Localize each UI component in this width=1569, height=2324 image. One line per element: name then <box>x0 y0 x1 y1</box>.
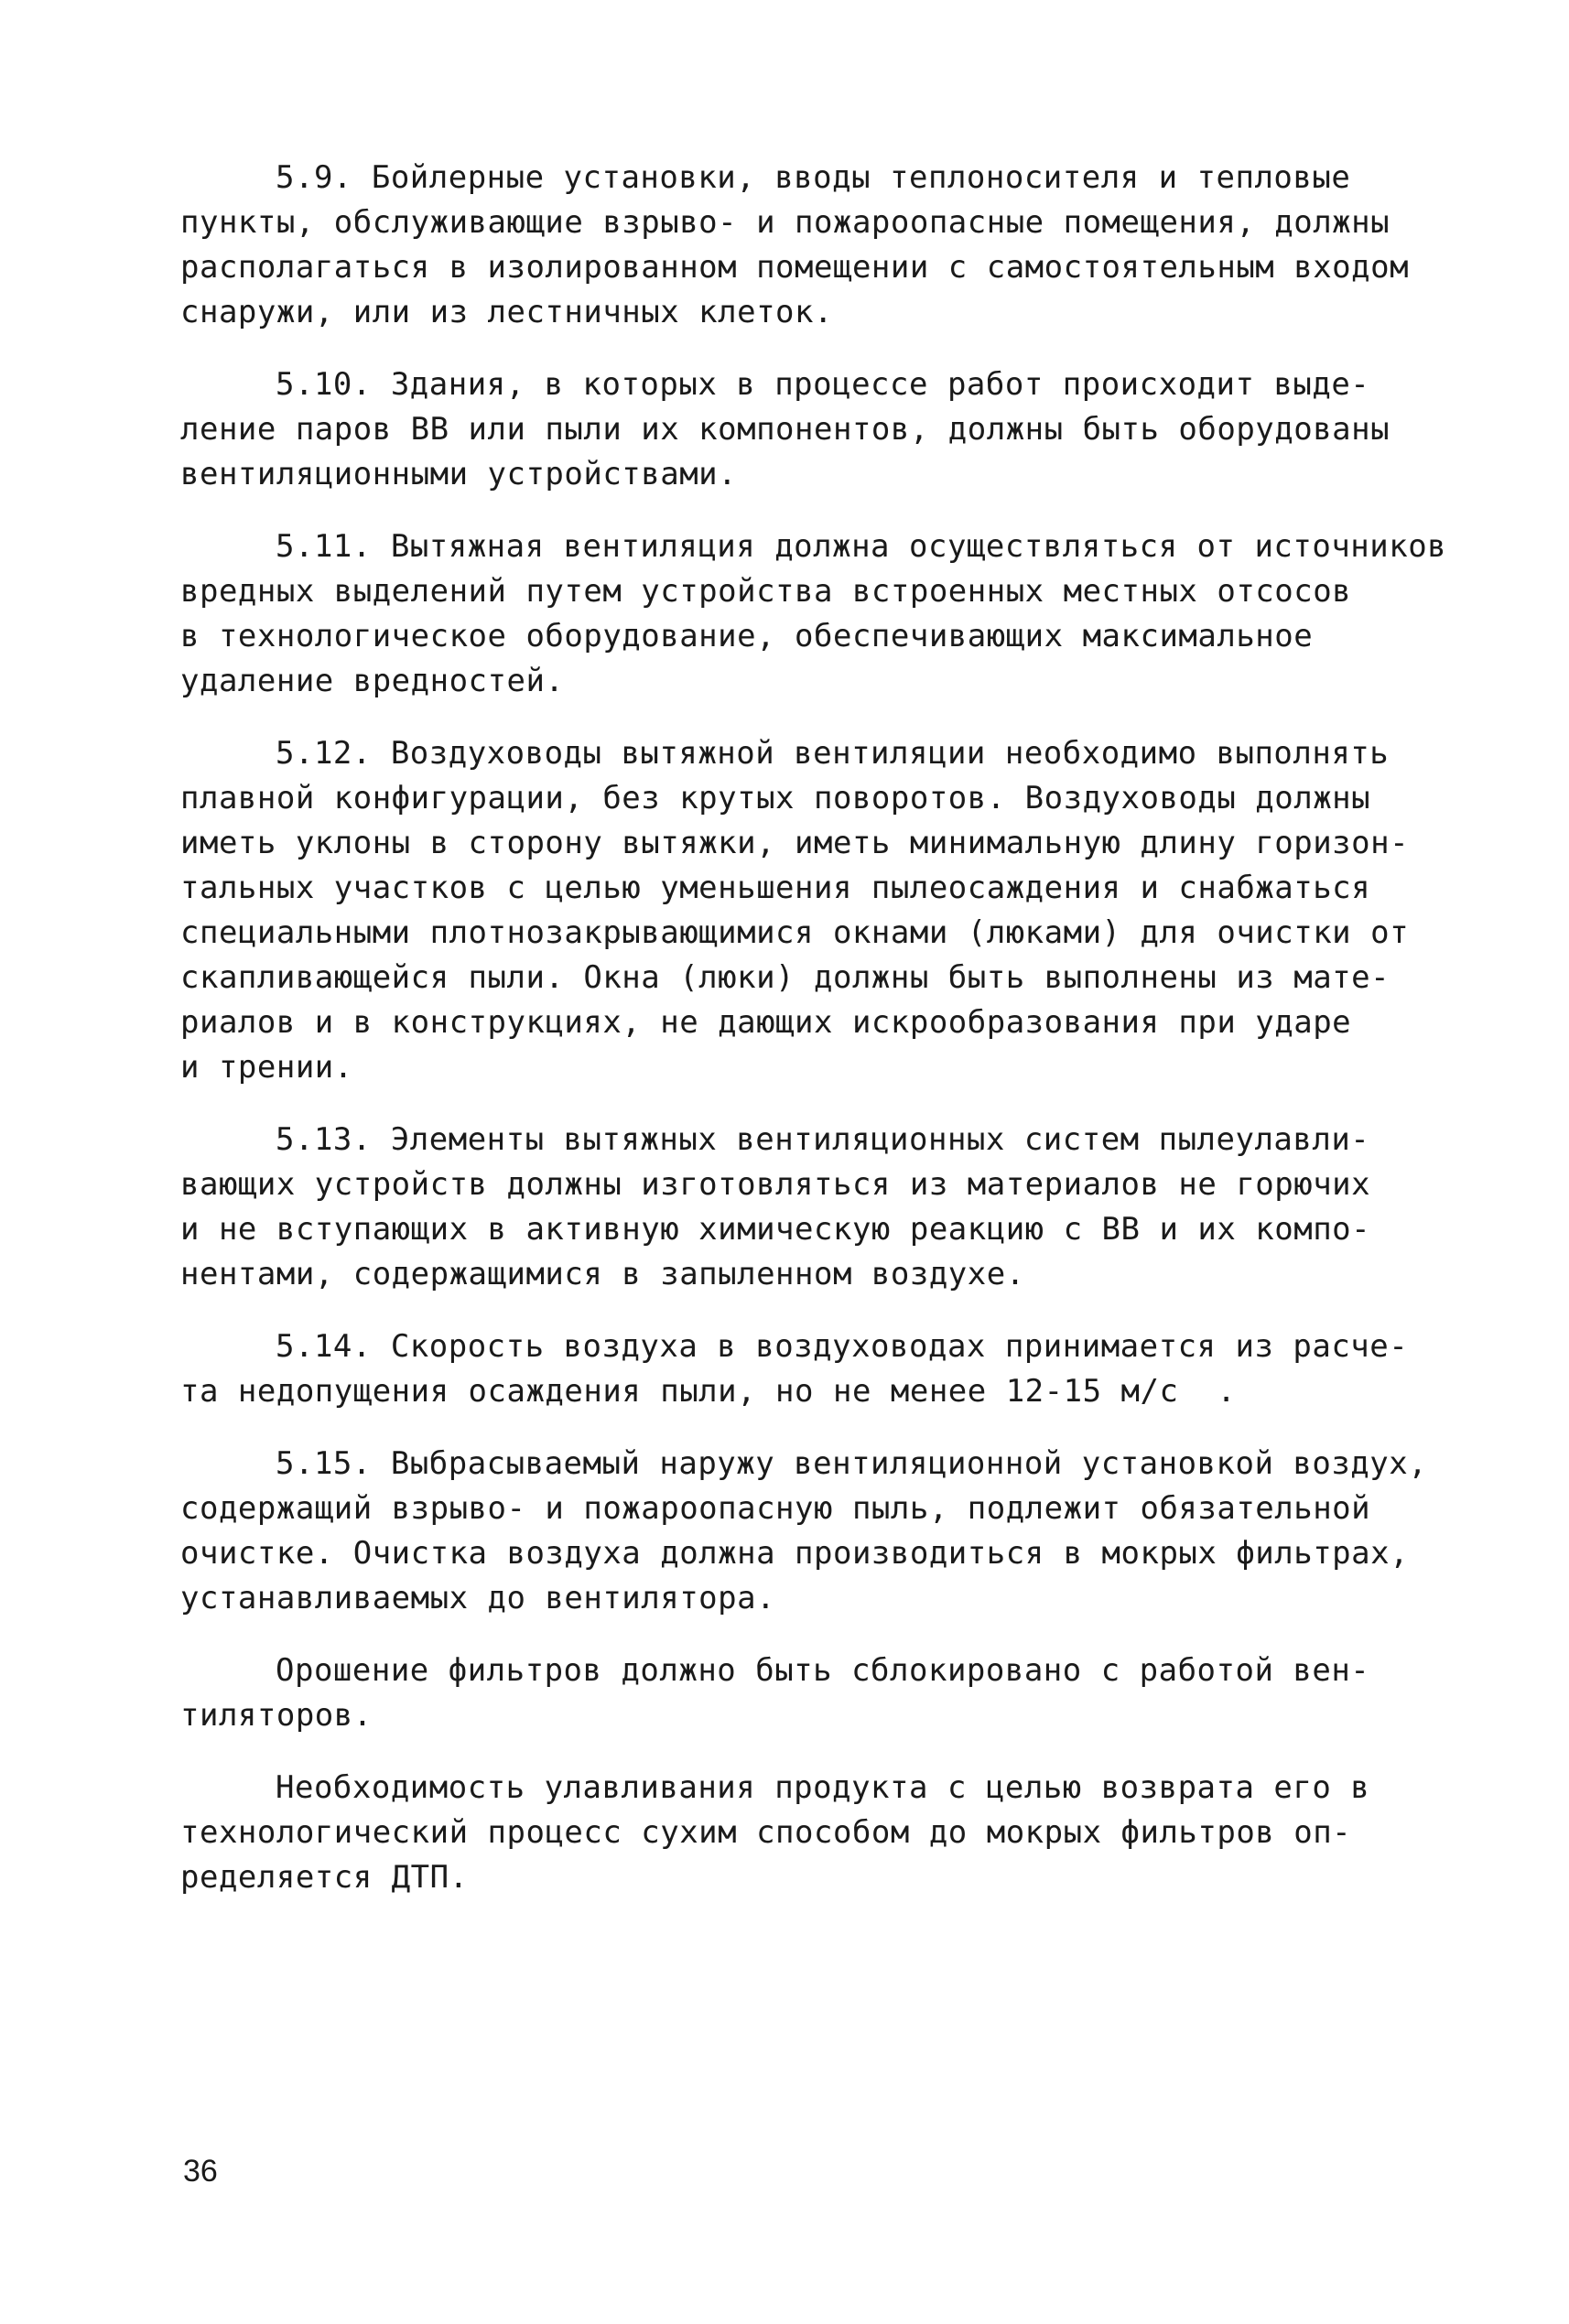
page-number: 36 <box>183 2154 218 2189</box>
paragraph-5-10 <box>180 362 1444 497</box>
text-line: риалов и в конструкциях, не дающих искрообразования при ударе <box>180 1004 1352 1041</box>
text-line: содержащий взрыво- и пожароопасную пыль, подлежит обязательной <box>180 1490 1371 1527</box>
text-line: технологический процесс сухим способом до мокрых фильтров оп- <box>180 1814 1352 1851</box>
text-line: 5.11. Вытяжная вентиляция должна осуществляться от источников <box>276 528 1447 565</box>
text-line: и трении. <box>180 1049 353 1086</box>
text-line: плавной конфигурации, без крутых поворотов. Воздуховоды должны <box>180 780 1371 816</box>
paragraph-5-11 <box>180 524 1447 704</box>
text-line: очистке. Очистка воздуха должна производиться в мокрых фильтрах, <box>180 1535 1410 1572</box>
paragraph-5-13 <box>180 1118 1444 1297</box>
paragraph-5-15 <box>180 1442 1444 1621</box>
text-line: иметь уклоны в сторону вытяжки, иметь минимальную длину горизон- <box>180 825 1410 861</box>
text-line: вающих устройств должны изготовляться из материалов не горючих <box>180 1166 1371 1203</box>
text-line: в технологическое оборудование, обеспечивающих максимальное <box>180 618 1314 654</box>
text-line: располагаться в изолированном помещении с самостоятельным входом <box>180 249 1410 286</box>
text-line: вентиляционными устройствами. <box>180 456 738 492</box>
text-line: вредных выделений путем устройства встроенных местных отсосов <box>180 573 1352 610</box>
text-line: тиляторов. <box>180 1697 373 1734</box>
paragraph-product-capture <box>180 1766 1444 1900</box>
text-line: и не вступающих в активную химическую реакцию с ВВ и их компо- <box>180 1211 1371 1248</box>
text-line: 5.10. Здания, в которых в процессе работ происходит выде- <box>276 366 1370 403</box>
text-line: ление паров ВВ или пыли их компонентов, должны быть оборудованы <box>180 411 1390 448</box>
text-line: Орошение фильтров должно быть сблокировано с работой вен- <box>276 1652 1370 1689</box>
text-line: 5.13. Элементы вытяжных вентиляционных систем пылеулавли- <box>276 1121 1370 1158</box>
text-line: пункты, обслуживающие взрыво- и пожароопасные помещения, должны <box>180 204 1390 241</box>
text-line: 5.12. Воздуховоды вытяжной вентиляции необходимо выполнять <box>276 735 1390 772</box>
paragraph-5-12 <box>180 731 1444 1090</box>
paragraph-5-9 <box>180 156 1444 335</box>
text-line: Необходимость улавливания продукта с целью возврата его в <box>276 1769 1370 1806</box>
text-line: устанавливаемых до вентилятора. <box>180 1580 776 1616</box>
text-line: 5.14. Скорость воздуха в воздуховодах принимается из расче- <box>276 1328 1409 1365</box>
paragraph-filters-irrigation <box>180 1648 1444 1738</box>
text-line: та недопущения осаждения пыли, но не менее 12-15 м/с . <box>180 1373 1237 1410</box>
document-body <box>180 156 1447 1928</box>
text-line: 5.9. Бойлерные установки, вводы теплоносителя и тепловые <box>276 159 1351 196</box>
text-line: скапливающейся пыли. Окна (люки) должны быть выполнены из мате- <box>180 959 1390 996</box>
text-line: нентами, содержащимися в запыленном воздухе. <box>180 1256 1025 1292</box>
text-line: тальных участков с целью уменьшения пылеосаждения и снабжаться <box>180 870 1371 906</box>
text-line: ределяется ДТП. <box>180 1859 469 1896</box>
text-line: удаление вредностей. <box>180 663 565 699</box>
text-line: специальными плотнозакрывающимися окнами (люками) для очистки от <box>180 914 1410 951</box>
text-line: 5.15. Выбрасываемый наружу вентиляционной установкой воздух, <box>276 1445 1428 1482</box>
text-line: снаружи, или из лестничных клеток. <box>180 294 833 330</box>
paragraph-5-14 <box>180 1324 1444 1414</box>
